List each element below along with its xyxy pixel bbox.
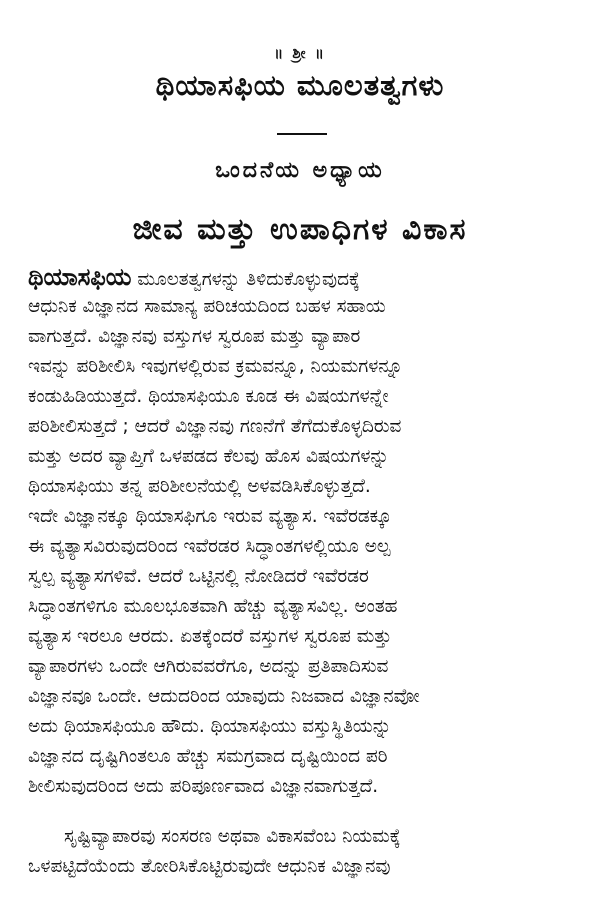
text-line: ಸ್ವಲ್ಪ ವ್ಯತ್ಯಾಸಗಳಿವೆ. ಆದರೆ ಒಟ್ಟಿನಲ್ಲಿ ನೋಡಿದರೆ ಇವೆರಡರ	[28, 566, 369, 587]
title-divider	[277, 133, 327, 135]
text-line: ಥಿಯಾಸಫಿಯ ಮೂಲತತ್ವಗಳನ್ನು ತಿಳಿದುಕೊಳ್ಳುವುದಕ್ಕೆ	[28, 263, 360, 291]
paragraph-first-word: ಥಿಯಾಸಫಿಯ	[28, 263, 132, 291]
text-line: ವ್ಯತ್ಯಾಸ ಇರಲೂ ಆರದು. ಏತಕ್ಕೆಂದರೆ ವಸ್ತುಗಳ ಸ್ವರೂಪ ಮತ್ತು	[28, 626, 392, 647]
text-line: ಕಂಡುಹಿಡಿಯುತ್ತದೆ. ಥಿಯಾಸಫಿಯೂ ಕೂಡ ಈ ವಿಷಯಗಳನ್ನೇ	[28, 386, 389, 407]
text-line: ಪರಿಶೀಲಿಸುತ್ತದೆ ; ಆದರೆ ವಿಜ್ಞಾನವು ಗಣನೆಗೆ ತೆಗೆದುಕೊಳ್ಳದಿರುವ	[28, 416, 402, 437]
text-line: ವಿಜ್ಞಾನದ ದೃಷ್ಟಿಗಿಂತಲೂ ಹೆಚ್ಚು ಸಮಗ್ರವಾದ ದೃಷ್ಟಿಯಿಂದ ಪರಿ	[28, 746, 388, 767]
chapter-title: ಜೀವ ಮತ್ತು ಉಪಾಧಿಗಳ ವಿಕಾಸ	[132, 212, 468, 247]
invocation-mark: ॥ ಶ್ರೀ ॥	[274, 44, 326, 62]
text-line: ವ್ಯಾಪಾರಗಳು ಒಂದೇ ಆಗಿರುವವರೆಗೂ, ಅದನ್ನು ಪ್ರತಿಪಾದಿಸುವ	[28, 656, 389, 677]
text-line: ಥಿಯಾಸಫಿಯು ತನ್ನ ಪರಿಶೀಲನೆಯಲ್ಲಿ ಅಳವಡಿಸಿಕೊಳ್ಳುತ್ತದೆ.	[28, 476, 371, 497]
text-line: ಇದೇ ವಿಜ್ಞಾನಕ್ಕೂ ಥಿಯಾಸಫಿಗೂ ಇರುವ ವ್ಯತ್ಯಾಸ. ಇವೆರಡಕ್ಕೂ	[28, 506, 392, 527]
text-line: ಶೀಲಿಸುವುದರಿಂದ ಅದು ಪರಿಪೂರ್ಣವಾದ ವಿಜ್ಞಾನವಾಗುತ್ತದೆ.	[28, 776, 379, 797]
text-line: ವಿಜ್ಞಾನವೂ ಒಂದೇ. ಆದುದರಿಂದ ಯಾವುದು ನಿಜವಾದ ವಿಜ್ಞಾನವೋ	[28, 686, 420, 707]
paragraph-2	[28, 822, 580, 882]
text-line: ಈ ವ್ಯತ್ಯಾಸವಿರುವುದರಿಂದ ಇವೆರಡರ ಸಿದ್ಧಾಂತಗಳಲ್ಲಿಯೂ ಅಲ್ಪ	[28, 536, 391, 557]
text-line: ಆಧುನಿಕ ವಿಜ್ಞಾನದ ಸಾಮಾನ್ಯ ಪರಿಚಯದಿಂದ ಬಹಳ ಸಹಾಯ	[28, 296, 386, 317]
text-line: ಮತ್ತು ಅದರ ವ್ಯಾಪ್ತಿಗೆ ಒಳಪಡದ ಕೆಲವು ಹೊಸ ವಿಷಯಗಳನ್ನು	[28, 446, 390, 467]
paragraph-1	[28, 262, 580, 802]
book-title: ಥಿಯಾಸಫಿಯ ಮೂಲತತ್ವಗಳು	[155, 68, 445, 102]
text-line: ಅದು ಥಿಯಾಸಫಿಯೂ ಹೌದು. ಥಿಯಾಸಫಿಯು ವಸ್ತುಸ್ಥಿತಿಯನ್ನು	[28, 716, 392, 737]
text-line: ವಾಗುತ್ತದೆ. ವಿಜ್ಞಾನವು ವಸ್ತುಗಳ ಸ್ವರೂಪ ಮತ್ತು ವ್ಯಾಪಾರ	[28, 326, 361, 347]
text-line: ಸೃಷ್ಟಿವ್ಯಾಪಾರವು ಸಂಸರಣ ಅಥವಾ ವಿಕಾಸವೆಂಬ ನಿಯಮಕ್ಕೆ	[64, 826, 401, 847]
text-line: ಇವನ್ನು ಪರಿಶೀಲಿಸಿ ಇವುಗಳಲ್ಲಿರುವ ಕ್ರಮವನ್ನೂ, ನಿಯಮಗಳನ್ನೂ	[28, 356, 403, 377]
chapter-label: ಒಂದನೆಯ ಅಧ್ಯಾಯ	[215, 158, 385, 183]
text-line: ಸಿದ್ಧಾಂತಗಳಿಗೂ ಮೂಲಭೂತವಾಗಿ ಹೆಚ್ಚು ವ್ಯತ್ಯಾಸವಿಲ್ಲ. ಅಂತಹ	[28, 596, 398, 617]
text-line: ಒಳಪಟ್ಟಿದೆಯೆಂದು ತೋರಿಸಿಕೊಟ್ಟಿರುವುದೇ ಆಧುನಿಕ ವಿಜ್ಞಾನವು	[28, 856, 391, 877]
